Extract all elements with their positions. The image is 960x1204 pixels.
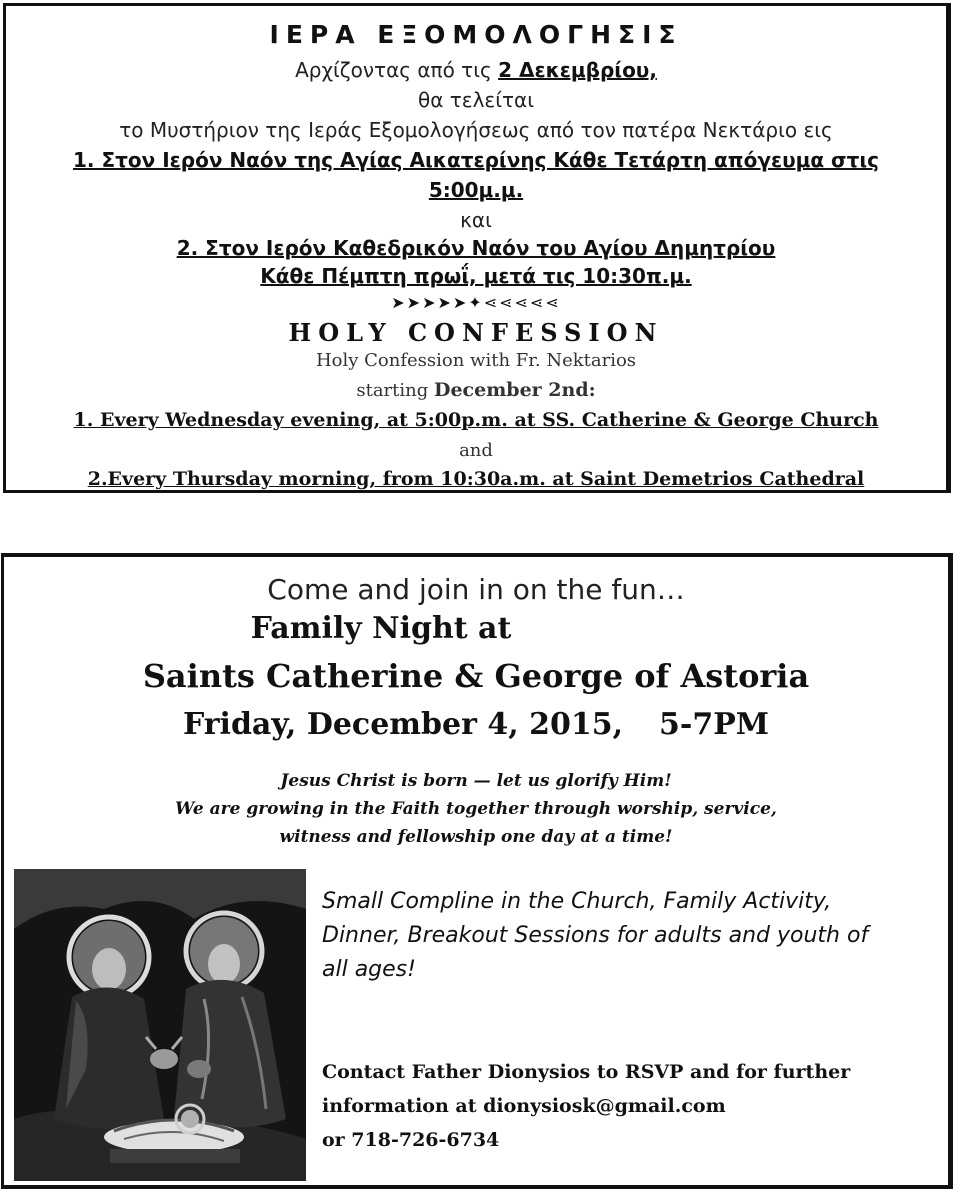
contact-line1: Contact Father Dionysios to RSVP and for further — [322, 1061, 851, 1083]
ornament-divider: ➤➤➤➤➤✦⋖⋖⋖⋖⋖ — [391, 293, 561, 312]
greek-item2-line1: 2. Στον Ιερόν Καθεδρικόν Ναόν του Αγίου Δημητρίου — [176, 236, 776, 260]
slogan-line3: witness and fellowship one day at a time! — [279, 827, 673, 847]
event-date: Friday, December 4, 2015, — [182, 707, 624, 742]
greek-item1-line1: 1. Στον Ιερόν Ναόν της Αγίας Αικατερίνης Κάθε Τετάρτη απόγευμα στις — [72, 148, 880, 172]
english-start-date: December 2nd: — [433, 379, 596, 401]
english-start-line — [6, 379, 946, 401]
family-night-title: Family Night at — [250, 611, 512, 646]
english-line1: Holy Confession with Fr. Nektarios — [315, 350, 637, 371]
nativity-icon — [14, 869, 306, 1181]
slogan-line1: Jesus Christ is born — let us glorify Him! — [280, 771, 672, 791]
contact-line2: information at dionysiosk@gmail.com — [322, 1095, 726, 1117]
slogan-line2: We are growing in the Faith together through worship, service, — [175, 799, 777, 819]
nativity-icon-image — [14, 869, 306, 1181]
greek-start-line — [6, 58, 946, 82]
greek-start-date: 2 Δεκεμβρίου, — [498, 58, 657, 82]
greek-item1-line2: 5:00μ.μ. — [428, 178, 524, 202]
english-and: and — [459, 440, 493, 461]
english-item1-text: 1. Every Wednesday evening, at 5:00p.m. at SS. Catherine & George Church — [73, 409, 879, 431]
english-item1 — [6, 409, 946, 431]
english-item2 — [6, 468, 946, 490]
english-start-prefix: starting — [356, 380, 434, 401]
greek-line3: το Μυστήριον της Ιεράς Εξομολογήσεως από τον πατέρα Νεκτάριο εις — [119, 118, 833, 142]
details-box — [1, 849, 953, 1189]
greek-item2-line2: Κάθε Πέμπτη πρωΐ, μετά τις 10:30π.μ. — [260, 264, 692, 288]
english-item2-text: 2.Every Thursday morning, from 10:30a.m. at Saint Demetrios Cathedral — [87, 468, 865, 490]
greek-and: και — [460, 208, 492, 232]
english-title: HOLY CONFESSION — [288, 318, 664, 347]
greek-title: ΙΕΡΑ ΕΞΟΜΟΛΟΓΗΣΙΣ — [269, 20, 683, 49]
come-join-line: Come and join in on the fun… — [267, 573, 685, 606]
family-night-box — [1, 553, 953, 849]
event-datetime — [4, 707, 948, 742]
confession-box — [3, 3, 951, 493]
contact-info — [322, 1055, 922, 1157]
program-description: Small Compline in the Church, Family Activity, Dinner, Breakout Sessions for adults and youth of all ages! — [322, 889, 869, 982]
greek-line2: θα τελείται — [417, 88, 535, 112]
contact-line3: or 718-726-6734 — [322, 1129, 500, 1151]
greek-start-prefix: Αρχίζοντας από τις — [295, 58, 499, 82]
event-location: Saints Catherine & George of Astoria — [142, 657, 810, 695]
event-time: 5-7PM — [659, 707, 770, 742]
